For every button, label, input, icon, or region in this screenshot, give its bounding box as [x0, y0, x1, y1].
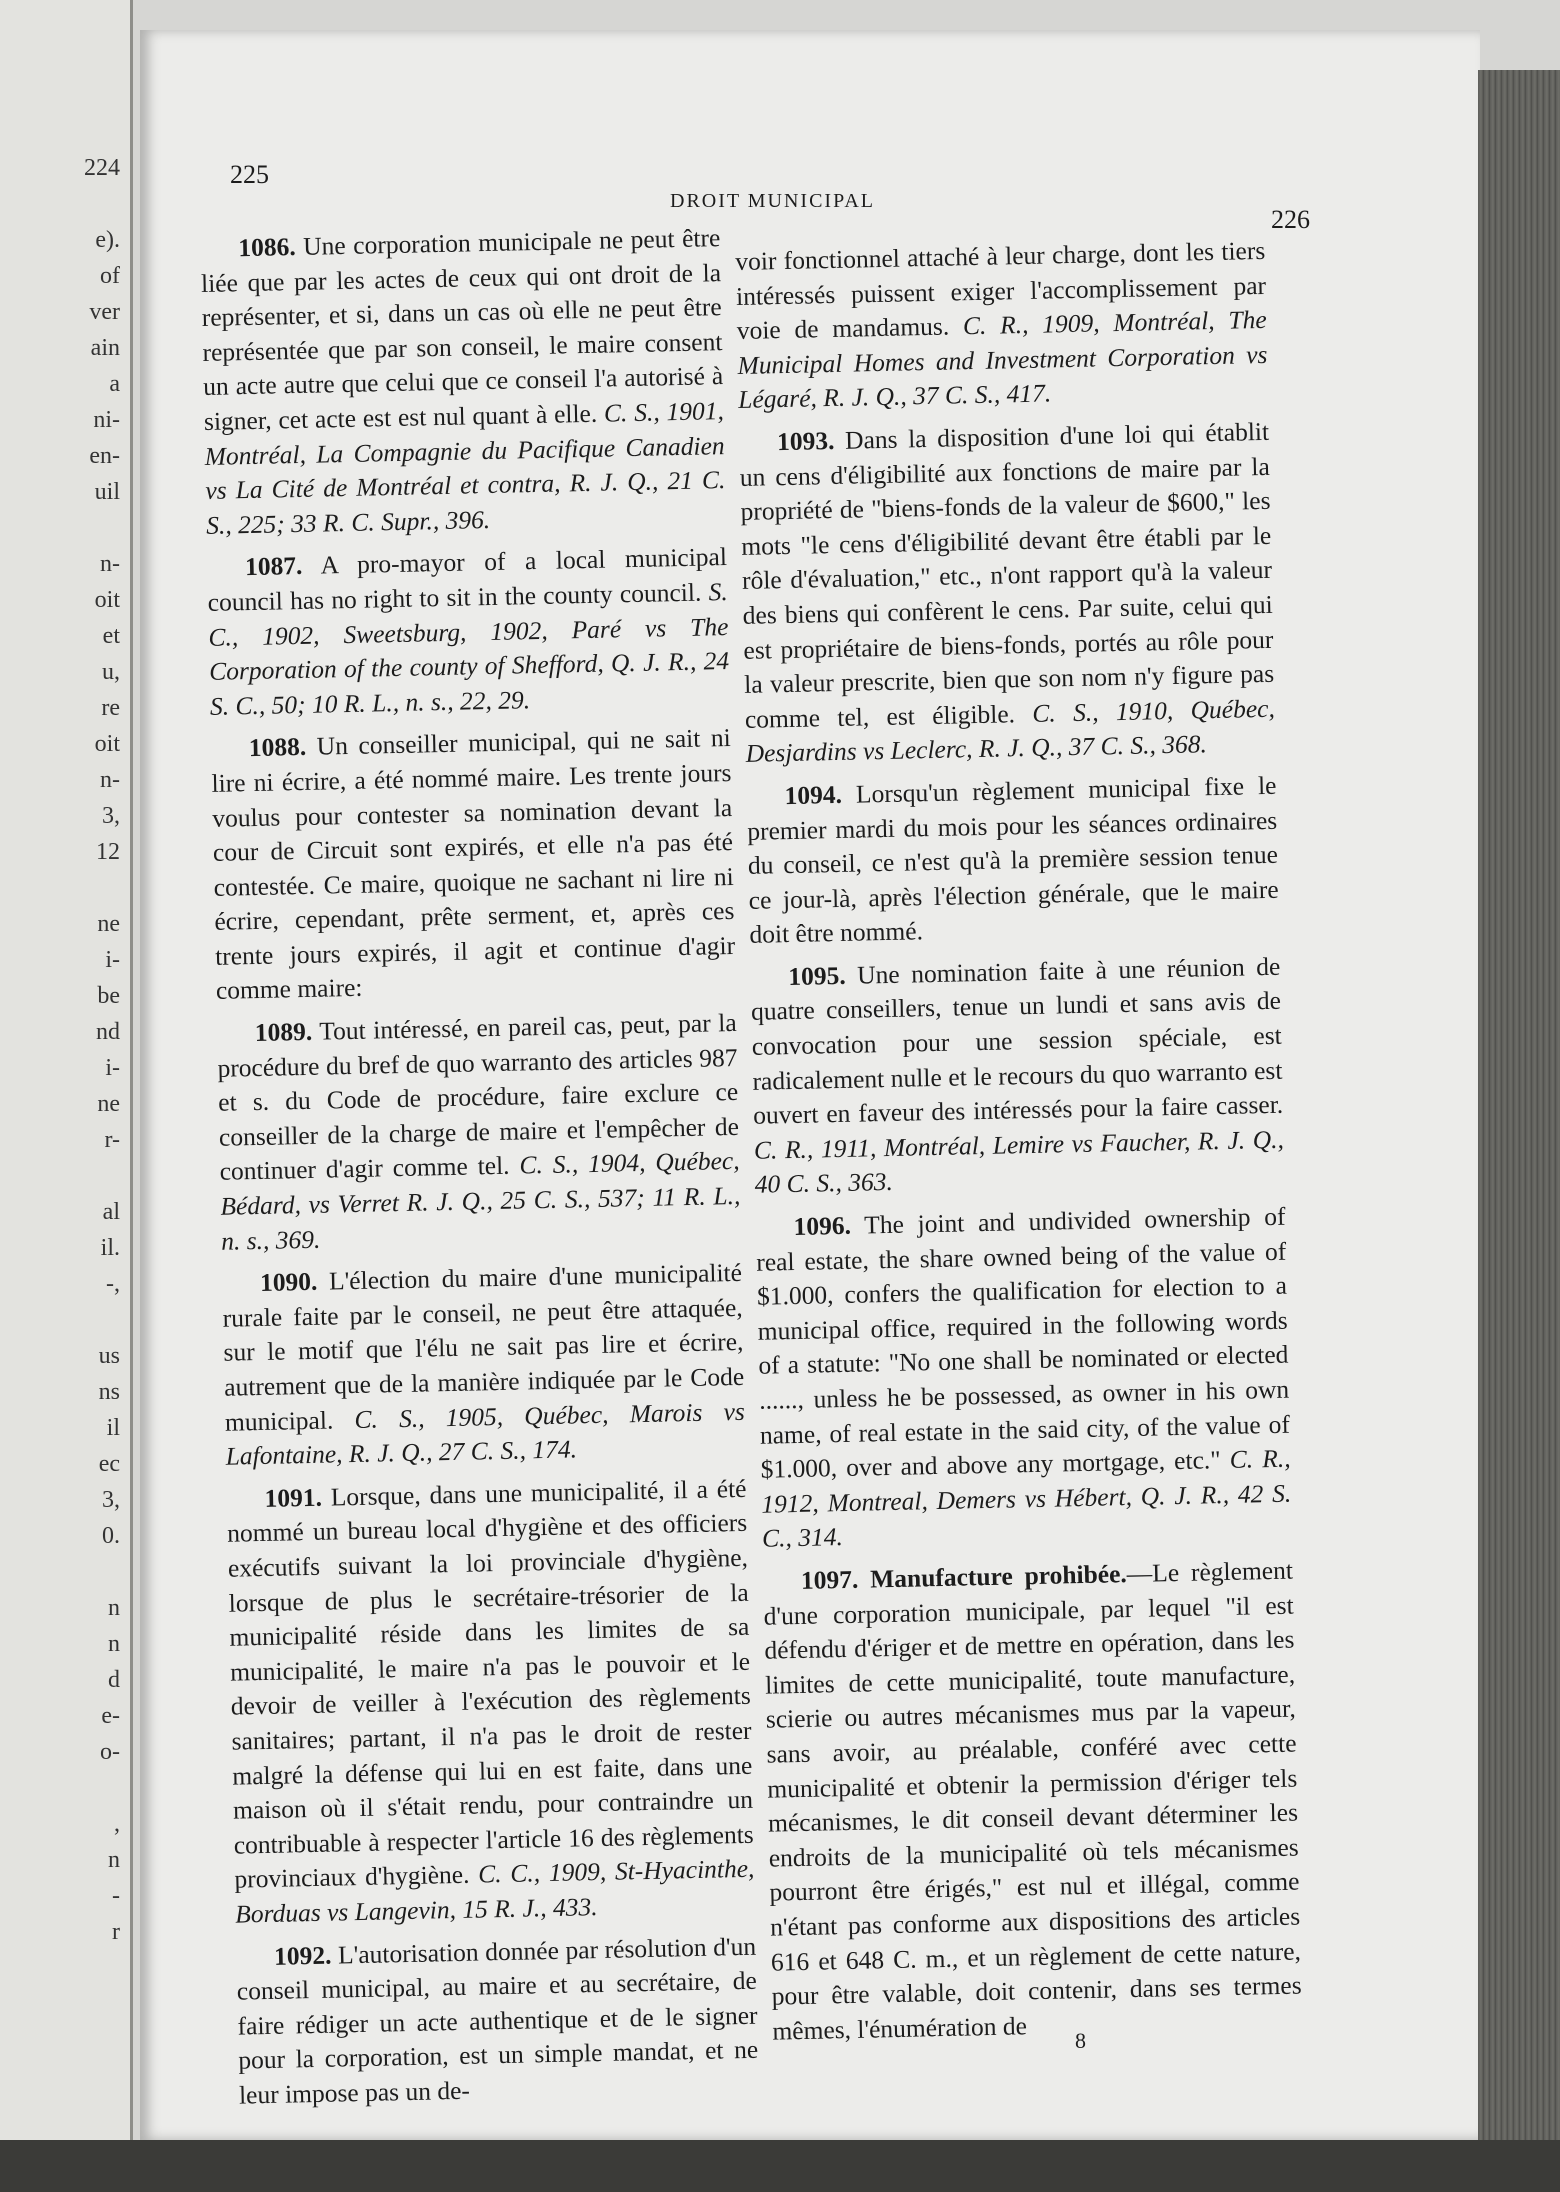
article-text: Un conseiller municipal, qui ne sait ni lire ni écrire, a été nommé maire. Les trente jours voulus pour contester sa nomination devant la cour de Circuit sont expirés, et elle n'a pas été contestée. Ce maire, quoique ne sachant ni lire ni écrire, cependant, prête serment, et, après ces trente jours expirés, il agit et continue d'agir comme maire: — [211, 723, 736, 1006]
article-paragraph — [739, 415, 1276, 772]
page-header — [230, 150, 1310, 234]
page-number-left: 225 — [230, 160, 269, 189]
article-number: 1093. — [776, 425, 835, 457]
right-paragraphs — [739, 415, 1303, 2049]
article-number: 1090. — [259, 1266, 318, 1298]
article-heading: Manufacture prohibée. — [858, 1559, 1128, 1594]
article-paragraph — [222, 1256, 746, 1474]
citation: C. C., 1909, St-Hyacinthe, Borduas vs Langevin, 15 R. J., 433. — [234, 1854, 755, 1929]
article-paragraph — [200, 221, 726, 543]
article-text: Lorsqu'un règlement municipal fixe le premier mardi du mois pour les séances ordinaires du conseil, ce n'est qu'à la première session tenue ce jour-là, après l'élection générale, que le maire doit être nommé. — [746, 770, 1279, 950]
article-number: 1088. — [248, 732, 307, 763]
citation: C. R., 1912, Montreal, Demers vs Hébert, Q. J. R., 42 S. C., 314. — [761, 1443, 1292, 1554]
citation: C. S., 1901, Montréal, La Compagnie du Pacifique Canadien vs La Cité de Montréal et contra, R. J. Q., 21 C. S., 225; 33 R. C. Supr., 396. — [204, 396, 726, 540]
article-paragraph — [207, 540, 731, 724]
citation: C. S., 1905, Québec, Marois vs Lafontaine, R. J. Q., 27 C. S., 174. — [225, 1396, 746, 1471]
article-text: A pro-mayor of a local municipal council has no right to sit in the county council. — [207, 542, 728, 617]
citation: C. R., 1909, Montréal, The Municipal Homes and Investment Corporation vs Légaré, R. J. Q., 37 C. S., 417. — [737, 305, 1268, 415]
article-paragraph — [210, 721, 736, 1009]
article-text: Lorsque, dans une municipalité, il a été nommé un bureau local d'hygiène et des officiers exécutifs suivant la loi provinciale d'hygiène, lorsque de plus le secrétaire-trésorier de la municipalité réside dans les limites de sa municipalité, le maire n'a pas le pouvoir et le devoir de veiller à l'exécution des règlements sanitaires; partant, il n'a pas le droit de rester malgré la défense qui lui en est faite, dans une maison où il s'était rendu, pour contraindre un contribuable à respecter l'article 16 des règlements provinciaux d'hygiène. — [226, 1473, 754, 1894]
citation: C. R., 1911, Montréal, Lemire vs Faucher, R. J. Q., 40 C. S., 363. — [753, 1124, 1285, 1200]
scan-background — [0, 2140, 1560, 2192]
article-paragraph — [746, 769, 1280, 953]
article-number: 1089. — [254, 1016, 313, 1048]
article-paragraph — [236, 1929, 760, 2113]
article-text: —Le règlement d'une corporation municipale, par lequel "il est défendu d'ériger et de mettre en opération, dans les limites de cette municipalité, toute manufacture, scierie ou autres mécanismes mus par la vapeur, sans avoir, au préalable, conféré avec cette municipalité et obtenir la permission d'ériger tels mécanismes, le dit conseil devant déterminer les endroits de la municipalité où tels mécanismes pourront être érigés," est nul et illégal, comme n'étant pas conforme aux dispositions des articles 616 et 648 C. m., et un règlement de cette nature, pour être valable, doit contenir, dans ses termes mêmes, l'énumération de — [763, 1555, 1302, 2046]
article-number: 1086. — [238, 232, 297, 263]
citation: C. S., 1910, Québec, Desjardins vs Leclerc, R. J. Q., 37 C. S., 368. — [745, 693, 1276, 769]
continuation-paragraph: voir fonctionnel attaché à leur charge, dont les tiers intéressés puissent exiger l'accomplissement par voie de mandamus. C. R., 1909, Montréal, The Municipal Homes and Investment Corporation vs Légaré, R. J. Q., 37 C. S., 417. — [735, 235, 1268, 415]
article-paragraph — [216, 1006, 741, 1259]
article-text: Tout intéressé, en pareil cas, peut, par la procédure du bref de quo warranto des articles 987 et s. du Code de procédure, faire exclure ce conseiller de la charge de maire et l'empêcher de continuer d'agir comme tel. — [217, 1007, 740, 1187]
article-number: 1091. — [264, 1482, 323, 1513]
article-number: 1092. — [273, 1940, 332, 1971]
page-number-right: 226 — [1271, 205, 1310, 234]
article-text: L'autorisation donnée par résolution d'un conseil municipal, au maire et au secrétaire, de faire rédiger un acte authentique et de le signer pour la corporation, est un simple mandat, et ne leur impose pas un de- — [236, 1931, 759, 2110]
citation: S. C., 1902, Sweetsburg, 1902, Paré vs The Corporation of the county of Shefford, Q. J. R., 24 S. C., 50; 10 R. L., n. s., 22, 29. — [208, 576, 730, 721]
citation: C. S., 1904, Québec, Bédard, vs Verret R. J. Q., 25 C. S., 537; 11 R. L., n. s., 369. — [220, 1146, 741, 1256]
article-number: 1095. — [788, 960, 846, 991]
book-fore-edge — [1478, 70, 1560, 2192]
article-number: 1096. — [793, 1210, 852, 1242]
article-paragraph — [763, 1554, 1303, 2049]
article-text: Une corporation municipale ne peut être liée que par les actes de ceux qui ont droit de la représenter, et si, dans un cas où elle ne peut être représentée que par son conseil, le maire consent un acte autre que celui que ce conseil l'a autorisé à signer, cet acte est est nul quant à elle. — [200, 223, 724, 436]
article-text: Une nomination faite à une réunion de quatre conseillers, tenue un lundi et sans avis de convocation pour une session spéciale, est radicalement nulle et le recours du quo warranto est ouvert en faveur des intéressés pour la faire casser. — [750, 951, 1284, 1131]
article-paragraph — [750, 950, 1285, 1203]
article-text: Dans la disposition d'une loi qui établit un cens d'éligibilité aux fonctions de maire par la propriété de "biens-fonds de la valeur de $600," les mots "le cens d'éligibilité devant être établi par le rôle d'évaluation," etc., n'ont rapport qu'à la valeur des biens qui confèrent le cens. Par suite, celui qui est propriétaire de biens-fonds, portés au rôle pour la valeur prescrite, bien que son nom n'y figure pas comme tel, est éligible. — [739, 416, 1275, 734]
running-title: DROIT MUNICIPAL — [670, 190, 876, 212]
left-column — [200, 221, 759, 2121]
article-text: L'élection du maire d'une municipalité rurale faite par le conseil, ne peut être attaquée, sur le motif que l'élu ne sait pas lire et écrire, autrement que de la manière indiquée par le Code municipal. — [222, 1258, 745, 1437]
article-text: The joint and undivided ownership of real estate, the share owned being of the value of $1.000, confers the qualification for election to a municipal office, required in the following words of a statute: "No one shall be nominated or elected ......, unless he be possessed, as owner in his own name, of real estate in the said city, of the value of $1.000, over and above any mortgage, etc." — [755, 1201, 1291, 1484]
previous-page-fragments: 224 e). of ver ain a ni- en- uil n- oit et u, re oit n- 3, 12 ne i- be nd i- ne r- al il. -, us ns il ec 3, 0. n n d e- o- , n - r — [84, 155, 120, 1945]
article-number: 1094. — [784, 779, 843, 810]
article-paragraph — [226, 1472, 755, 1933]
signature-mark: 8 — [1075, 2028, 1086, 2053]
article-paragraph — [755, 1200, 1292, 1557]
previous-page-edge — [0, 0, 133, 2192]
article-number: 1097. — [800, 1564, 859, 1595]
article-number: 1087. — [244, 551, 303, 582]
right-column — [735, 234, 1303, 2057]
